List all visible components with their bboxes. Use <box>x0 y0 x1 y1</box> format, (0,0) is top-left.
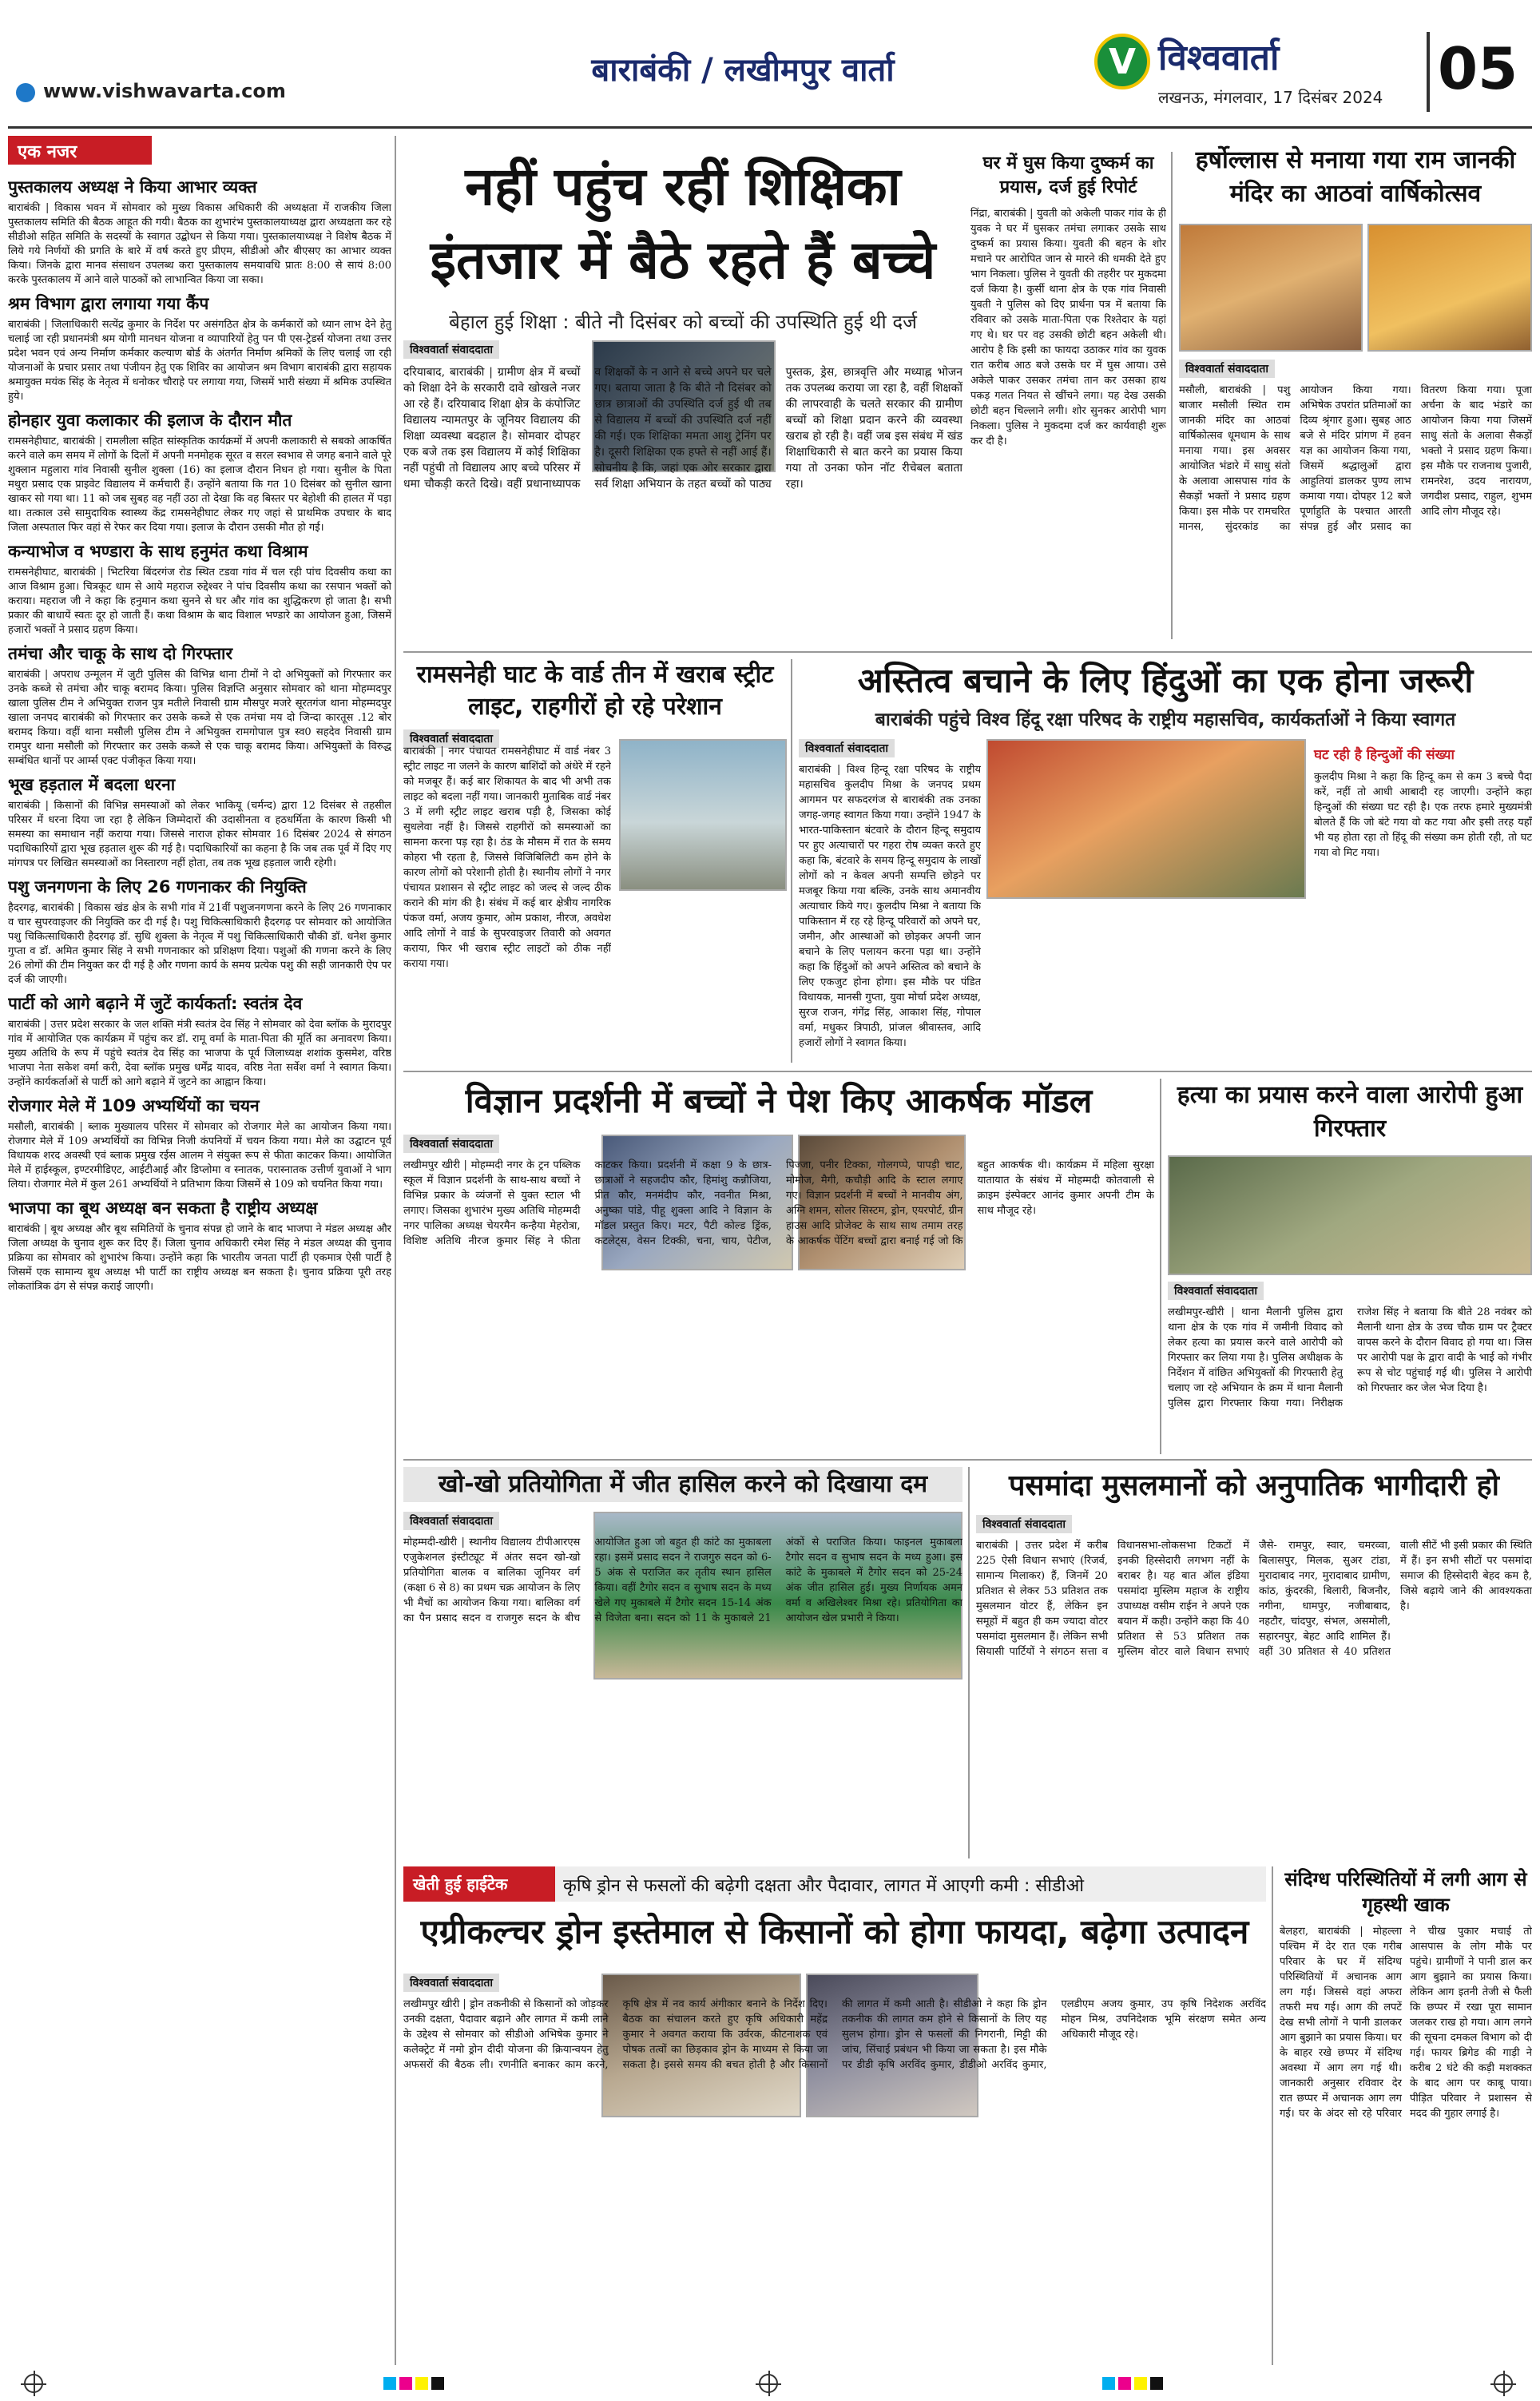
lead-deck: बेहाल हुई शिक्षा : बीते नौ दिसंबर को बच्चों की उपस्थिति हुई थी दर्ज <box>449 311 917 333</box>
ek-nazar-items <box>8 171 391 2360</box>
list-item: कन्याभोज व भण्डारा के साथ हनुमंत कथा विश्राम रामसनेहीघाट, बाराबंकी | भिटरिया बिंदरगंज रोड स्थित टडवा गांव में चल रही पांच दिवसीय कथा का आज विश्राम हुआ। चित्रकूट धाम से आये महराज रुद्देश्वर ने पांच दिवसीय कथा का रसपान भक्तों को कराया। महराज जी ने कहा कि हनुमान कथा सुनने से घर और गांव का शुद्धिकरण हो जाता है। सभी प्रकार की बाधायें स्वतः दूर हो जाती हैं। कथा विश्राम के बाद विशाल भण्डारे का आयोजन हुआ, जिसमें हजारों भक्तों ने प्रसाद ग्रहण किया। <box>8 542 391 636</box>
ramjanki-photo-2 <box>1367 224 1532 352</box>
streetlight-headline: रामसनेही घाट के वार्ड तीन में खराब स्ट्रीट लाइट, राहगीरों हो रहे परेशान <box>416 661 774 721</box>
yellow-swatch-icon <box>1134 2377 1147 2390</box>
pasmanda-body-wrap <box>976 1515 1532 1858</box>
pasmanda-body: बाराबंकी | उत्तर प्रदेश में करीब 225 ऐसी विधान सभाएं (रिजर्व, सामान्य मिलाकर) हैं, जिनमें 20 प्रतिशत से लेकर 53 प्रतिशत तक मुसलमान वोटर हैं, लेकिन इन समूहों में बहुत ही कम ज्यादा वोटर पसमांदा मुसलमान हैं। लेकिन सभी सियासी पार्टियों ने संगठन सत्ता व विधानसभा-लोकसभा टिकटों में इनकी हिस्सेदारी लगभग नहीं के बराबर है। यह बात ऑल इंडिया पसमांदा मुस्लिम महाज के राष्ट्रीय उपाध्यक्ष वसीम राईन ने अपने एक बयान में कही। उन्होंने कहा कि 40 प्रतिशत से 53 प्रतिशत तक मुस्लिम वोटर वाले विधान सभाएं जैसे- रामपुर, स्वार, चमरव्वा, बिलासपुर, मिलक, सुअर टांडा, मुरादाबाद नगर, मुरादाबाद ग्रामीण, कांठ, कुंदरकी, बिलारी, बिजनौर, नगीना, धामपुर, नजीबाबाद, नहटौर, चांदपुर, संभल, असमोली, सहारनपुर, बेहट आदि शामिल हैं। वहीं 30 प्रतिशत से 40 प्रतिशत वाली सीटें भी इसी प्रकार की स्थिति में हैं। इन सभी सीटों पर पसमांदा समाज की हिस्सेदारी बेहद कम है, जिसे बढ़ाये जाने की आवश्यकता है। <box>976 1540 1532 1658</box>
lead-headline-1: नहीं पहुंच रहीं शिक्षिका <box>465 156 901 217</box>
cyan-swatch-icon <box>1102 2377 1115 2390</box>
page-divider <box>1427 32 1430 112</box>
row3-rule <box>403 1459 1532 1461</box>
sandigdh-body: बेलहरा, बाराबंकी | मोहल्ला पश्चिम में देर रात एक गरीब परिवार के घर में संदिग्ध परिस्थितियों में अचानक आग लग गई। जिससे वहां अफरा तफरी मच गई। आग की लपटें देख सभी लोगों ने पानी डालकर आग बुझाने का प्रयास किया। घर के बाहर रखे छप्पर में संदिग्ध अवस्था में आग लग गई थी। जानकारी अनुसार रविवार देर रात छप्पर में अचानक आग लग गई। घर के अंदर सो रहे परिवार ने चीख पुकार मचाई तो आसपास के लोग मौके पर पहुंचे। ग्रामीणों ने पानी डाल कर आग बुझाने का प्रयास किया। लेकिन आग इतनी तेजी से फैली कि छप्पर में रखा पूरा सामान जलकर राख हो गया। आग लगने की सूचना दमकल विभाग को दी गई। फायर ब्रिगेड की गाड़ी ने करीब 2 घंटे की कड़ी मशक्कत के बाद आग पर काबू पाया। पीड़ित परिवार ने प्रशासन से मदद की गुहार लगाई है। <box>1280 1926 1532 2120</box>
hindu-subhead: घट रही है हिन्दुओं की संख्या <box>1314 747 1455 763</box>
hatya-byline: विश्ववार्ता संवाददाता <box>1168 1282 1264 1300</box>
website-url[interactable]: www.vishwavarta.com <box>43 80 286 102</box>
hatya-body: लखीमपुर-खीरी | थाना मैलानी पुलिस द्वारा थाना क्षेत्र के एक गांव में जमीनी विवाद को लेकर हत्या का प्रयास करने वाले आरोपी को गिरफ्तार कर लिया गया है। पुलिस अधीक्षक के निर्देशन में वांछित अभियुक्तों की गिरफ्तारी हेतु चलाए जा रहे अभियान के क्रम में थाना मैलानी पुलिस द्वारा गिरफ्तार किया गया। निरीक्षक राजेश सिंह ने बताया कि बीते 28 नवंबर को मैलानी थाना क्षेत्र के उच्च चौक ग्राम पर ट्रैक्टर वापस करने के दौरान विवाद हो गया था। जिस पर आरोपी पक्ष के द्वारा वादी के भाई को गंभीर रूप से चोट पहुंचाई गई थी। पुलिस ने आरोपी को गिरफ्तार कर जेल भेज दिया है। <box>1168 1306 1532 1409</box>
dukarm-body: निंद्रा, बाराबंकी | युवती को अकेली पाकर गांव के ही युवक ने घर में घुसकर तमंचा लगाकर उसके साथ दुष्कर्म का प्रयास किया। युवती की बहन के शोर मचाने पर आरोपित जान से मारने की धमकी देते हुए भाग निकला। पुलिस ने युवती की तहरीर पर मुकदमा दर्ज किया है। कुर्सी थाना क्षेत्र के एक गांव निवासी युवती ने पुलिस को दिए प्रार्थना पत्र में बताया कि रविवार को उसके माता-पिता एक रिश्तेदार के यहां गए थे। घर पर वह उसकी छोटी बहन अकेली थी। आरोप है कि इसी का फायदा उठाकर गांव का युवक रात करीब आठ बजे उसके घर में घुस आया। उसे अकेले पाकर उसकर तमंचा तान कर उसका हाथ पकड़ गलत नियत से खींचने लगा। यह देख उसकी छोटी बहन चिल्लाने लगी। शोर सुनकर आरोपी भाग निकला। पुलिस ने मुकदमा दर्ज कर कार्यवाही शुरू कर दी है। <box>970 208 1166 447</box>
hindu-body: बाराबंकी | विश्व हिन्दू रक्षा परिषद के राष्ट्रीय महासचिव कुलदीप मिश्रा के जनपद प्रथम आगमन पर सफदरगंज से बाराबंकी तक उनका जगह-जगह स्वागत किया गया। उन्होंने 1947 के भारत-पाकिस्तान बंटवारे के दौरान हिन्दू समुदाय पर हुए अत्याचारों पर गहरा रोष व्यक्त करते हुए कहा कि, बंटवारे के समय हिन्दू समुदाय के लाखों लोगों को न केवल अपनी सम्पत्ति छोड़ने पर मजबूर किया गया बल्कि, उनके साथ अमानवीय अत्याचार किये गए। कुलदीप मिश्रा ने बताया कि पाकिस्तान में रह रहे हिन्दू परिवारों को अपने घर, जमीन, और आस्थाओं को छोड़कर अपनी जान बचाने के लिए पलायन करना पड़ा था। उन्होंने कहा कि हिंदुओं को अपने अस्तित्व को बचाने के लिए एकजुट होना होगा। इस मौके पर पंडित विधायक, मानसी गुप्ता, युवा मोर्चा प्रदेश अध्यक्ष, सुरज राजन, गंगेंद्र सिंह, आकाश सिंह, गोपाल वर्मा, मधुकर त्रिपाठी, प्रांजल श्रीवास्तव, आदि हजारों लोगों ने स्वागत किया। <box>799 764 981 1049</box>
brand-logo <box>1094 34 1150 89</box>
dukarm-headline: घर में घुस किया दुष्कर्म का प्रयास, दर्ज हुई रिपोर्ट <box>982 153 1154 197</box>
drone-body-wrap <box>403 1974 1266 2357</box>
vigyan-byline: विश्ववार्ता संवाददाता <box>403 1135 499 1153</box>
hindu-byline: विश्ववार्ता संवाददाता <box>799 739 895 757</box>
streetlight-photo <box>619 739 787 891</box>
vigyan-body: लखीमपुर खीरी | मोहम्मदी नगर के ट्रन पब्लिक स्कूल में विज्ञान प्रदर्शनी के साथ-साथ बच्चों ने विभिन्न प्रकार के व्यंजनों से युक्त स्टाल भी लगाए। जिसका शुभारंभ मुख्य अतिथि मोहम्मदी नगर पालिका अध्यक्ष चेयरमैन कन्हैया मेहरोत्रा, विशिष्ट अतिथि नीरज कुमार सिंह ने फीता काटकर किया। प्रदर्शनी में कक्षा 9 के छात्र-छात्राओं ने सहजदीप कौर, हिमांशु कन्नौजिया, प्रीत कौर, मनमंदीप कौर, नवनीत मिश्रा, अनुष्का पांडे, पीहू शुक्ला आदि ने विज्ञान के मॉडल प्रस्तुत किए। मटर, पैटी कोल्ड ड्रिंक, कटलेट्स, वेसन टिक्की, चना, चाय, पेटीज, पिज्जा, पनीर टिक्का, गोलगप्पे, पापड़ी चाट, मोमोज, मैगी, कचौड़ी आदि के स्टाल लगाए गए। विज्ञान प्रदर्शनी में बच्चों ने मानवीय अंग, अग्नि शमन, सोलर सिस्टम, ड्रोन, एयरपोर्ट, ग्रीन हाउस आदि प्रोजेक्ट के साथ साथ तमाम तरह के आकर्षक पेंटिंग बच्चों द्वारा बनाई गई जो कि बहुत आकर्षक थी। कार्यक्रम में महिला सुरक्षा यातायात के संबंध में मोहम्मदी कोतवाली से क्राइम इंस्पेक्टर आनंद कुमार अपनी टीम के साथ मौजूद रहे। <box>403 1159 1154 1247</box>
khokho-headline: खो-खो प्रतियोगिता में जीत हासिल करने को दिखाया दम <box>403 1467 963 1502</box>
ek-nazar-label: एक नजर <box>8 136 152 165</box>
khokho-rule <box>968 1467 970 1858</box>
drone-rule <box>1272 1866 1273 2365</box>
cyan-swatch-icon <box>383 2377 396 2390</box>
v-logo-icon: V <box>1109 42 1137 82</box>
lead-body-wrap <box>403 340 963 628</box>
dateline: लखनऊ, मंगलवार, 17 दिसंबर 2024 <box>1158 88 1383 107</box>
list-item: रोजगार मेले में 109 अभ्यर्थियों का चयन मसौली, बाराबंकी | ब्लाक मुख्यालय परिसर में सोमवार को रोजगार मेले का आयोजन किया गया। रोजगार मेले में 109 अभ्यर्थियों का विभिन्न निजी कंपनियों में चयन किया गया। मेले का उद्घाटन पूर्व विधायक शरद अवस्थी एवं ब्लाक प्रमुख रईस आलम ने संयुक्त रूप से फीता काटकर किया। आयोजित मेले में हाईस्कूल, इण्टरमीडिएट, आईटीआई और डिप्लोमा व स्नातक, परास्नातक उत्तीर्ण युवाओं ने भाग लिया। रोजगार मेले में कुल 261 अभ्यर्थियों ने प्रतिभाग किया जिसमें से 109 को चयनित किया गया। <box>8 1096 391 1191</box>
ramjanki-photo-1 <box>1179 224 1363 352</box>
hindu-right-wrap <box>1314 739 1532 1059</box>
vigyan-body-wrap <box>403 1135 1154 1454</box>
ramjanki-body-wrap <box>1179 360 1532 647</box>
print-marks <box>0 2369 1540 2401</box>
list-item: श्रम विभाग द्वारा लगाया गया कैंप बाराबंकी | जिलाधिकारी सत्येंद्र कुमार के निर्देश पर असंगठित क्षेत्र के कर्मकारों को ध्यान लाभ देने हेतु चलाई जा रही प्रधानमंत्री श्रम योगी मानधन योजना व व्यापारियों हेतु पन पी एस-ट्रेडर्स योजना तथा उत्तर प्रदेश भवन एवं अन्य निर्माण कर्मकार कल्याण बोर्ड के अंतर्गत निर्माण श्रमिकों के लिए चलाई जा रही योजनाओं के प्रचार प्रसार तथा पंजीयन हेतु एक शिविर का आयोजन श्रम विभाग बाराबंकी द्वारा सहायक श्रमायुक्त मयंक सिंह के नेतृत्व में धनोकर चौराहे पर लगाया गया, जिसमें भारी संख्या में श्रमिक उपस्थित हुये। <box>8 294 391 403</box>
vigyan-headline: विज्ञान प्रदर्शनी में बच्चों ने पेश किए आकर्षक मॉडल <box>465 1081 1093 1120</box>
hatya-headline: हत्या का प्रयास करने वाला आरोपी हुआ गिरफ्तार <box>1177 1081 1523 1143</box>
registration-mark-icon <box>759 2374 778 2393</box>
lead-body: दरियाबाद, बाराबंकी | ग्रामीण क्षेत्र में बच्चों को शिक्षा देने के सरकारी दावे खोखले नजर आ रहे हैं। दरियाबाद शिक्षा क्षेत्र के कंपोजिट विद्यालय न्यामतपुर के जूनियर विद्यालय की शिक्षा व्यवस्था बदहाल है। सोमवार दोपहर एक बजे तक इस विद्यालय में कोई शिक्षिका नहीं पहुंची तो विद्यालय आए बच्चे परिसर में धमा चौकड़ी करते दिखे। वहीं प्रधानाध्यापक व शिक्षकों के न आने से बच्चे अपने घर चले गए। बताया जाता है कि बीते नौ दिसंबर को छात्र छात्राओं की उपस्थिति दर्ज हुई थी तब से विद्यालय में बच्चों की उपस्थिति दर्ज नहीं की गई। एक शिक्षिका ममता आशु ट्रेनिंग पर है। दूसरी शिक्षिका एक हफ्ते से नहीं आई हैं। सोचनीय है कि, जहां एक ओर सरकार द्वारा सर्व शिक्षा अभियान के तहत बच्चों को पाठ्य पुस्तक, ड्रेस, छात्रवृत्ति और मध्याह्न भोजन तक उपलब्ध कराया जा रहा है, वहीं शिक्षकों की लापरवाही के चलते सरकार की ग्रामीण बच्चों को शिक्षा प्रदान करने की व्यवस्था खराब हो रही है। वहीं जब इस संबंध में खंड शिक्षाधिकारी से बात करने का प्रयास किया गया तो उनका फोन नॉट रीचेबल बताता रहा। <box>403 366 963 491</box>
dukarm-story <box>970 152 1166 647</box>
streetlight-byline: विश्ववार्ता संवाददाता <box>403 729 499 748</box>
hindu-subbody: कुलदीप मिश्रा ने कहा कि हिन्दू कम से कम 3 बच्चे पैदा करें, नहीं तो आधी आबादी रह जाएगी। उन्होंने कहा हिन्दुओं की संख्या घट रही है। एक तरफ हमारे मुख्यमंत्री बोलते हैं कि जो बंटे गया वो कट गया और इसी तरह यहाँ भी यह होता रहा तो हिंदू की संख्या कम होती रही, तो घट गया वो मिट गया। <box>1314 771 1532 859</box>
magenta-swatch-icon <box>1118 2377 1131 2390</box>
streetlight-body: बाराबंकी | नगर पंचायत रामसनेहीघाट में वार्ड नंबर 3 स्ट्रीट लाइट ना जलने के कारण बाशिंदों को अंधेरे में रहने को मजबूर हैं। कई बार शिकायत के बाद भी अभी तक लाइट को बदला नहीं गया। जानकारी मुताबिक वार्ड नंबर 3 में लगी स्ट्रीट लाइट खराब पड़ी है, जिसका कोई सुधलेवा नहीं है। जिससे राहगीरों को समस्याओं का सामना करना पड़ रहा है। ठंड के मौसम में रात के समय कोहरा भी रहता है, जिससे विजिबिलिटी कम होने के कारण लोगों को परेशानी होती है। स्थानीय लोगों ने नगर पंचायत प्रशासन से स्ट्रीट लाइट को जल्द से जल्द ठीक कराने की मांग की है। संबंध में कई बार क्षेत्रीय नागरिक पंकज वर्मा, अजय कुमार, ओम प्रकाश, नीरज, अवधेश आदि लोगों ने वार्ड के सुपरवाइजर तिवारी को अवगत कराया, फिर भी खराब स्ट्रीट लाइटों को ठीक नहीं कराया गया। <box>403 745 611 970</box>
streetlight-rule <box>791 659 792 1063</box>
hatya-story <box>1168 1079 1532 1454</box>
ramjanki-byline: विश्ववार्ता संवाददाता <box>1179 360 1275 378</box>
khokho-byline: विश्ववार्ता संवाददाता <box>403 1512 499 1530</box>
page-number: 05 <box>1438 35 1518 102</box>
ek-nazar-column <box>8 136 391 2365</box>
row1-rule <box>403 651 1532 653</box>
pasmanda-headline: पसमांदा मुसलमानों को अनुपातिक भागीदारी हो <box>1008 1469 1500 1502</box>
list-item: पार्टी को आगे बढ़ाने में जुटें कार्यकर्ता: स्वतंत्र देव बाराबंकी | उत्तर प्रदेश सरकार के जल शक्ति मंत्री स्वतंत्र देव सिंह ने सोमवार को देवा ब्लॉक के मुरादपुर गांव में आयोजित एक कार्यक्रम में पहुंच कर डॉ. रामू वर्मा के माता-पिता की मूर्ति का अनावरण किया। मुख्य अतिथि के रूप में पहुंचे स्वतंत्र देव सिंह का भाजपा के पूर्व जिलाध्यक्ष शशांक कुसमेश, वरिष्ठ भाजपा नेता सकेश वर्मा करी, देवा ब्लॉक प्रमुख धर्मेंद्र यादव, वरिष्ठ नेता सर्वेश वर्मा ने स्वागत किया। उन्होंने कार्यकर्ताओं से पार्टी को आगे बढ़ाने में जुटने का आह्वान किया। <box>8 994 391 1088</box>
hatya-body-wrap <box>1168 1282 1532 1454</box>
brand-name: विश्ववार्ता <box>1158 38 1280 78</box>
list-item: पुस्तकालय अध्यक्ष ने किया आभार व्यक्त बाराबंकी | विकास भवन में सोमवार को मुख्य विकास अधिकारी की अध्यक्षता में राजकीय जिला पुस्तकालय समिति की बैठक आहूत की गयी। बैठक का शुभारंभ पुस्तकालयाध्यक्ष द्वारा अध्यक्षता कर रहे सीडीओ सहित समिति के सदस्यों के स्वागत उद्बोधन से किया गया। पुस्तकालयाध्यक्ष ने विशेष बैठक में लिये गये निर्णयों की प्रगति के बारे में वर्ष करते हुए प्रीएम, सीडीओ और बीएसए का आभार व्यक्त किया। जिनके द्वारा मानव संसाधन उपलब्ध करा पुस्तकालय समयावधि प्रातः 8:00 से सायं 8:00 करके पुस्तकालय में आने वाले पाठकों को लाभान्वित किया जा सका। <box>8 177 391 286</box>
khokho-story <box>403 1467 963 1858</box>
list-item: भूख हड़ताल में बदला धरना बाराबंकी | किसानों की विभिन्न समस्याओं को लेकर भाकियू (चर्मन्द) द्वारा 12 दिसंबर से तहसील परिसर में धरना दिया जा रहा है लेकिन जिम्मेदारों की उदासीनता व हठधर्मिता के कारण किसी भी समस्या का समाधान नहीं कराया गया। जिससे नाराज होकर सोमवार 16 दिसंबर 2024 से संगठन पदाधिकारियों द्वारा भूख हड़ताल शुरू की गई है। पदाधिकारियों का कहना है कि जब तक पूर्व में दिए गए मांगपत्र पर लिखित समस्याओं का निस्तारण नहीं होता, तब तक भूख हड़ताल जारी रहेगी। <box>8 775 391 869</box>
hindu-headline: अस्तित्व बचाने के लिए हिंदुओं का एक होना जरूरी <box>857 661 1474 700</box>
ramjanki-story <box>1179 144 1532 655</box>
masthead <box>0 0 1540 128</box>
row2-rule <box>403 1071 1532 1072</box>
hatya-photo <box>1168 1155 1532 1275</box>
pasmanda-byline: विश्ववार्ता संवाददाता <box>976 1515 1072 1533</box>
sandigdh-headline: संदिग्ध परिस्थितियों में लगी आग से गृहस्थी खाक <box>1284 1868 1527 1916</box>
section-title: बाराबंकी / लखीमपुर वार्ता <box>591 52 895 89</box>
kheti-text: कृषि ड्रोन से फसलों की बढ़ेगी दक्षता और पैदावार, लागत में आएगी कमी : सीडीओ <box>563 1876 1084 1896</box>
list-item: भाजपा का बूथ अध्यक्ष बन सकता है राष्ट्रीय अध्यक्ष बाराबंकी | बूथ अध्यक्ष और बूथ समितियों के चुनाव संपन्न हो जाने के बाद भाजपा ने मंडल अध्यक्ष और जिला अध्यक्ष के चुनाव शुरू कर दिए हैं। जिला चुनाव अधिकारी रमेश सिंह ने मंडल अध्यक्ष की चुनाव प्रक्रिया का सोमवार को शुभारंभ किया। उन्होंने कहा कि भारतीय जनता पार्टी ही एकमात्र ऐसी पार्टी है जिसमें एक सामान्य बूथ अध्यक्ष भी पार्टी का राष्ट्रीय अध्यक्ष बन सकता है। चुनाव प्रक्रिया पूरी तरह लोकतांत्रिक ढंग से संपन्न कराई जाएगी। <box>8 1199 391 1293</box>
sandigdh-story <box>1280 1866 1532 2365</box>
khokho-body: मोहम्मदी-खीरी | स्थानीय विद्यालय टीपीआरएस एजुकेशनल इंस्टीट्यूट में अंतर सदन खो-खो प्रतियोगिता बालक व बालिका जूनियर वर्ग (कक्षा 6 से 8) का प्रथम चक्र आयोजन के लिए भी मैचों का आयोजन किया गया। बालिका वर्ग का पैन प्रसाद सदन व राजगुरु सदन के बीच आयोजित हुआ जो बहुत ही कांटे का मुकाबला रहा। इसमें प्रसाद सदन ने राजगुरु सदन को 6-5 अंक से पराजित कर तृतीय स्थान हासिल किया। वहीं टैगोर सदन व सुभाष सदन के मध्य खेले गए मुकाबले में टैगोर सदन 15-14 अंक से विजेता बना। सदन को 11 के मुकाबले 21 अंकों से पराजित किया। फाइनल मुकाबला टैगोर सदन व सुभाष सदन के मध्य हुआ। इस कांटे के मुकाबले में टैगोर सदन को 25-24 अंक जीत हासिल हुई। मुख्य निर्णायक अमन वर्मा व अखिलेश्वर मिश्रा रहे। प्रतियोगिता का आयोजन खेल प्रभारी ने किया। <box>403 1536 963 1624</box>
drone-body: लखीमपुर खीरी | ड्रोन तकनीकी से किसानों को जोड़कर उनकी दक्षता, पैदावार बढ़ाने और लागत में कमी लाने के उद्देश्य से सोमवार को सीडीओ अभिषेक कुमार ने कलेक्ट्रेट में नमो ड्रोन दीदी योजना की क्रियान्वयन हेतु अफसरों की बैठक ली। रणनीति बनाकर काम करने, कृषि क्षेत्र में नव कार्य अंगीकार बनाने के निर्देश दिए। बैठक का संचालन करते हुए कृषि अधिकारी महेंद्र कुमार ने अवगत कराया कि उर्वरक, कीटनाशक एवं पोषक तत्वों का छिड़काव ड्रोन के माध्यम से किया जा सकता है। इससे समय की बचत होती है और किसानों की लागत में कमी आती है। सीडीओ ने कहा कि ड्रोन तकनीक की लागत कम होने से किसानों के लिए यह सुलभ होगा। ड्रोन से फसलों की निगरानी, मिट्टी की जांच, सिंचाई प्रबंधन भी किया जा सकता है। इस मौके पर डीडी कृषि अरविंद कुमार, डीडीओ अरविंद कुमार, एलडीएम अजय कुमार, उप कृषि निदेशक अरविंद मोहन मिश्र, उपनिदेशक भूमि संरक्षण समेत अन्य अधिकारी मौजूद रहे। <box>403 1998 1266 2071</box>
registration-mark-icon <box>1494 2374 1513 2393</box>
web-icon <box>16 83 35 102</box>
lead-story <box>403 152 963 639</box>
drone-headline: एग्रीकल्चर ड्रोन इस्तेमाल से किसानों को होगा फायदा, बढ़ेगा उत्पादन <box>420 1912 1249 1951</box>
kheti-label: खेती हुई हाईटेक <box>403 1866 555 1902</box>
black-swatch-icon <box>431 2377 444 2390</box>
list-item: पशु जनगणना के लिए 26 गणनाकर की नियुक्ति हैदरगढ़, बाराबंकी | विकास खंड क्षेत्र के सभी गांव में 21वीं पशुजनगणना करने के लिए 26 गणनाकार व चार सुपरवाइजर की नियुक्ति कर दी गई है। पशु चिकित्साधिकारी हैदरगढ़ पर सोमवार को आयोजित पशु चिकित्साधिकारी हैदरगढ़ डॉ. सुधि शुक्ला के नेतृत्व में पशु चिकित्साधिकारी चौकी डॉ. धनेश कुमार गुप्ता व डॉ. अमित कुमार सिंह ने सभी गणनाकार को प्रशिक्षण दिया। पशुओं की गणना करने के लिए 26 लोगों की टीम नियुक्त कर दी गई है और गणना कार्य के समय प्रत्येक पशु की सही जानकारी ऐप पर दर्ज की जाएगी। <box>8 877 391 986</box>
streetlight-story <box>403 659 787 1067</box>
lead-headline-2: इंतजार में बैठे रहते हैं बच्चे <box>430 229 936 291</box>
black-swatch-icon <box>1150 2377 1163 2390</box>
hindu-left-wrap <box>799 739 981 1059</box>
drone-byline: विश्ववार्ता संवाददाता <box>403 1974 499 1992</box>
pasmanda-story <box>976 1467 1532 1858</box>
hindu-deck: बाराबंकी पहुंचे विश्व हिंदू रक्षा परिषद के राष्ट्रीय महासचिव, कार्यकर्ताओं ने किया स्वागत <box>875 710 1456 730</box>
khokho-body-wrap <box>403 1512 963 1858</box>
vigyan-rule <box>1160 1079 1161 1454</box>
drone-story <box>403 1910 1266 2365</box>
vigyan-story <box>403 1079 1154 1454</box>
dukarm-rule <box>1171 152 1173 639</box>
list-item: तमंचा और चाकू के साथ दो गिरफ्तार बाराबंकी | अपराध उन्मूलन में जुटी पुलिस की विभिन्न थाना टीमों ने दो अभियुक्तों को गिरफ्तार कर उनके कब्जे से तमंचा और चाकू बरामद किया। पुलिस विज्ञप्ति अनुसार सोमवार को थाना मोहम्मदपुर खाला पुलिस टीम ने अभियुक्त राजन पुत्र मतीले निवासी ग्राम मौसपुर मजरे सूरतगंज थाना मोहम्मदपुर खाला जनपद बाराबंकी को गिरफ्तार कर उसके कब्जे से एक तमंचा मय दो जिन्दा कारतूस .12 बोर बरामद किया। वहीं थाना मसौली पुलिस टीम ने अभियुक्त रामगोपाल पुत्र स्व0 सहदेव निवासी ग्राम रामपुर थाना मसौली को गिरफ्तार कर उसके कब्जे से एक चाकू बरामद किया। अभियुक्तों के विरुद्ध सम्बंधित थानों पर आर्म्स एक्ट पंजीकृत किया गया। <box>8 644 391 767</box>
hindu-story <box>799 659 1532 1067</box>
ramjanki-headline: हर्षोल्लास से मनाया गया राम जानकी मंदिर का आठवां वार्षिकोत्सव <box>1195 146 1516 208</box>
website-row <box>16 80 351 107</box>
masthead-rule <box>8 126 1532 129</box>
kheti-banner <box>403 1866 1266 1902</box>
hindu-photo <box>986 739 1306 899</box>
list-item: होनहार युवा कलाकार की इलाज के दौरान मौत रामसनेहीघाट, बाराबंकी | रामलीला सहित सांस्कृतिक कार्यक्रमों में अपनी कलाकारी से सबको आकर्षित करने वाले कम समय में लोगों के दिलों में अपनी मनमोहक सूरत व सरल स्वभाव से जगह बनाने वाले पूरे शुक्लान महुलारा गांव निवासी सुनील शुक्ला (16) का इलाज दौरान निधन हो गया। सुनील के पिता मथुरा प्रसाद एक प्राइवेट विद्यालय में कर्मचारी हैं। उन्होंने बताया कि गत 10 दिसंबर को सुनील खाना खाकर सो गया था। 11 को जब सुबह वह नहीं उठा तो देखा कि वह बिस्तर पर बेहोशी की हालत में पड़ा था। तत्काल उसे सामुदायिक स्वास्थ्य केंद्र रामसनेहीघाट लेकर गए जहां से प्राथमिक उपचार के बाद जिला अस्पताल फिर वहां से रेफर कर दिया गया। इलाज के दौरान उसकी मौत हो गई। <box>8 411 391 534</box>
magenta-swatch-icon <box>399 2377 412 2390</box>
left-column-rule <box>395 136 396 2365</box>
registration-mark-icon <box>24 2374 43 2393</box>
yellow-swatch-icon <box>415 2377 428 2390</box>
ramjanki-body: मसौली, बाराबंकी | पशु बाजार मसौली स्थित राम जानकी मंदिर का आठवां वार्षिकोत्सव धूमधाम के साथ मनाया गया। इस अवसर आयोजित भंडारे में साधु संतो के अलावा आसपास गांव के सैकड़ों भक्तों ने प्रसाद ग्रहण किया। इस मौके पर रामचरित मानस, सुंदरकांड का आयोजन किया गया। अभिषेक उपरांत प्रतिमाओं का दिव्य श्रृंगार हुआ। सुबह आठ बजे से मंदिर प्रांगण में हवन यज्ञ का आयोजन किया गया, जिसमें श्रद्धालुओं द्वारा आहुतियां डालकर पुण्य लाभ कमाया गया। दोपहर 12 बजे पूर्णाहुति के पश्चात आरती संपन्न हुई और प्रसाद का वितरण किया गया। पूजा अर्चना के बाद भंडारे का आयोजन किया गया जिसमें साधु संतो के अलावा सैकड़ों भक्तो ने प्रसाद ग्रहण किया। इस मौके पर राजनाथ पुजारी, रामनरेश, उदय नारायण, जगदीश प्रसाद, राहुल, शुभम आदि लोग मौजूद रहे। <box>1179 384 1532 533</box>
lead-byline: विश्ववार्ता संवाददाता <box>403 340 499 359</box>
